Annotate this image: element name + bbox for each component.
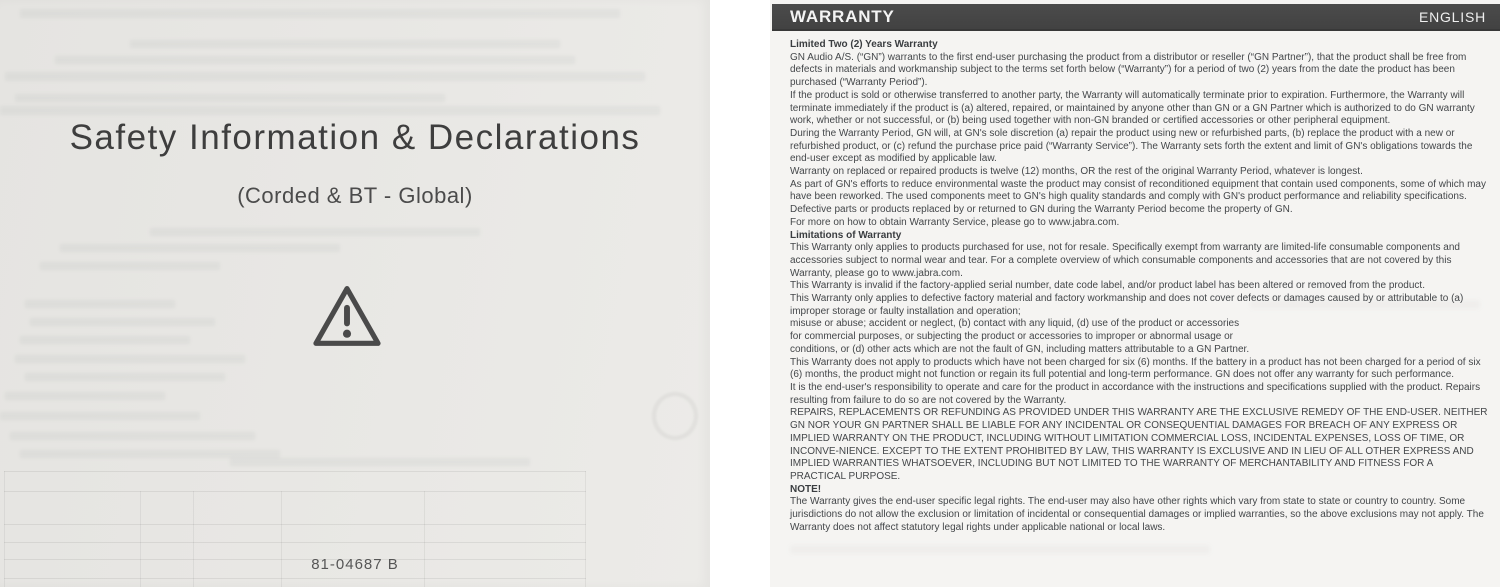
warranty-paragraph: During the Warranty Period, GN will, at GN's sole discretion (a) repair the product using new or refurbished parts, (b) replace the product with a new or refurbished product, or (c) refund the purchase price paid (“Warranty Service”). The Warranty sets forth the extent and limit of GN's obligations towards the end-user except as modified by applicable law.	[790, 127, 1473, 165]
warranty-paragraph: GN Audio A/S. (“GN”) warrants to the first end-user purchasing the product from a distributor or reseller (“GN Partner”), that the product shall be free from defects in materials and workmanship subject to the terms set forth below (“Warranty”) for a period of two (2) years from the date the product has been purchased (“Warranty Period”).	[790, 51, 1467, 89]
warranty-section-heading: Limitations of Warranty	[790, 229, 902, 241]
warranty-paragraph: for commercial purposes, or subjecting the product or accessories to improper or abnormal usage or	[790, 331, 1233, 343]
warranty-paragraph: This Warranty only applies to defective factory material and factory workmanship and does not cover defects or damages caused by or attributable to (a) improper storage or faulty installation and operation;	[790, 293, 1464, 317]
document-number: 81-04687 B	[311, 556, 399, 573]
warranty-header-bar	[772, 4, 1500, 31]
warranty-paragraph: conditions, or (d) other acts which are not the fault of GN, including matters attributable to a GN Partner.	[790, 343, 1250, 355]
warranty-header-title: WARRANTY	[790, 6, 895, 26]
warning-triangle-icon	[310, 282, 384, 350]
warranty-paragraph: Warranty on replaced or repaired products is twelve (12) months, OR the rest of the original Warranty Period, whatever is longest.	[790, 166, 1363, 178]
warranty-page	[770, 0, 1500, 587]
warranty-paragraph: REPAIRS, REPLACEMENTS OR REFUNDING AS PROVIDED UNDER THIS WARRANTY ARE THE EXCLUSIVE REMEDY OF THE END-USER. NEITHER GN NOR YOUR GN PARTNER SHALL BE LIABLE FOR ANY INCIDENTAL OR CONSEQUENTIAL DAMAGES FOR BREACH OF ANY EXPRESS OR IMPLIED WARRANTY ON THE PRODUCT, INCLUDING WITHOUT LIMITATION COMMERCIAL LOSS, INCIDENTAL EXPENSES, LOSS OF TIME, OR INCONVE-NIENCE. EXCEPT TO THE EXTENT PROHIBITED BY LAW, THIS WARRANTY IS EXCLUSIVE AND IN LIEU OF ALL OTHER EXPRESS AND IMPLIED WARRANTIES WHATSOEVER, INCLUDING BUT NOT LIMITED TO THE WARRANTY OF MERCHANTABILITY AND FITNESS FOR A PRACTICAL PURPOSE.	[790, 407, 1488, 482]
warranty-paragraph: This Warranty is invalid if the factory-applied serial number, date code label, and/or product label has been altered or removed from the product.	[790, 280, 1425, 292]
page-title: Safety Information & Declarations	[69, 118, 641, 157]
warranty-paragraph: The Warranty gives the end-user specific legal rights. The end-user may also have other rights which vary from state to state or country to country. Some jurisdictions do not allow the exclusion or limitation of incidental or consequential damages or implied warranties, so the above exclusions may not apply. The Warranty does not affect statutory legal rights under applicable national or local laws.	[790, 496, 1484, 533]
warranty-paragraph: If the product is sold or otherwise transferred to another party, the Warranty will automatically terminate prior to expiration. Furthermore, the Warranty will terminate immediately if the product is (a) altered, repaired, or maintained by anyone other than GN or a GN Partner which is authorized to do GN warranty work, whether or not successful, or (b) being used together with non-GN branded or certified accessories or other peripheral equipment.	[790, 89, 1475, 127]
warranty-paragraph: As part of GN's efforts to reduce environmental waste the product may consist of reconditioned equipment that contain used components, some of which may have been reworked. The used components meet to GN's high quality standards and comply with GN's product performance and reliability specifications. Defective parts or products replaced by or returned to GN during the Warranty Period become the property of GN.	[790, 178, 1486, 216]
bleed-through-circle-mark	[652, 392, 698, 440]
safety-cover-page	[0, 0, 710, 587]
warranty-paragraph: misuse or abuse; accident or neglect, (b) contact with any liquid, (d) use of the product or accessories	[790, 318, 1240, 330]
warranty-section-heading: NOTE!	[790, 483, 822, 495]
warranty-paragraph: This Warranty does not apply to products which have not been charged for six (6) months. If the battery in a product has not been charged for a period of six (6) months, the product might not function or regain its full potential and long-term performance. GN does not offer any warranty for such performance.	[790, 356, 1481, 381]
warranty-text-body	[790, 39, 1490, 534]
page-subtitle: (Corded & BT - Global)	[237, 183, 473, 208]
warranty-paragraph: It is the end-user's responsibility to operate and care for the product in accordance with the instructions and specifications supplied with the product. Repairs resulting from failure to do so are not covered by the Warranty.	[790, 381, 1481, 406]
language-label: ENGLISH	[1418, 8, 1486, 25]
bleed-through-smudge	[790, 545, 1210, 554]
warranty-section-heading: Limited Two (2) Years Warranty	[790, 39, 938, 50]
warranty-paragraph: For more on how to obtain Warranty Service, please go to www.jabra.com.	[790, 216, 1120, 228]
warranty-paragraph: This Warranty only applies to products purchased for use, not for resale. Specifically exempt from warranty are limited-life consumable components and accessories subject to normal wear and tear. For a complete overview of which consumable components and accessories that are not covered by this Warranty, please go to www.jabra.com.	[790, 242, 1460, 279]
